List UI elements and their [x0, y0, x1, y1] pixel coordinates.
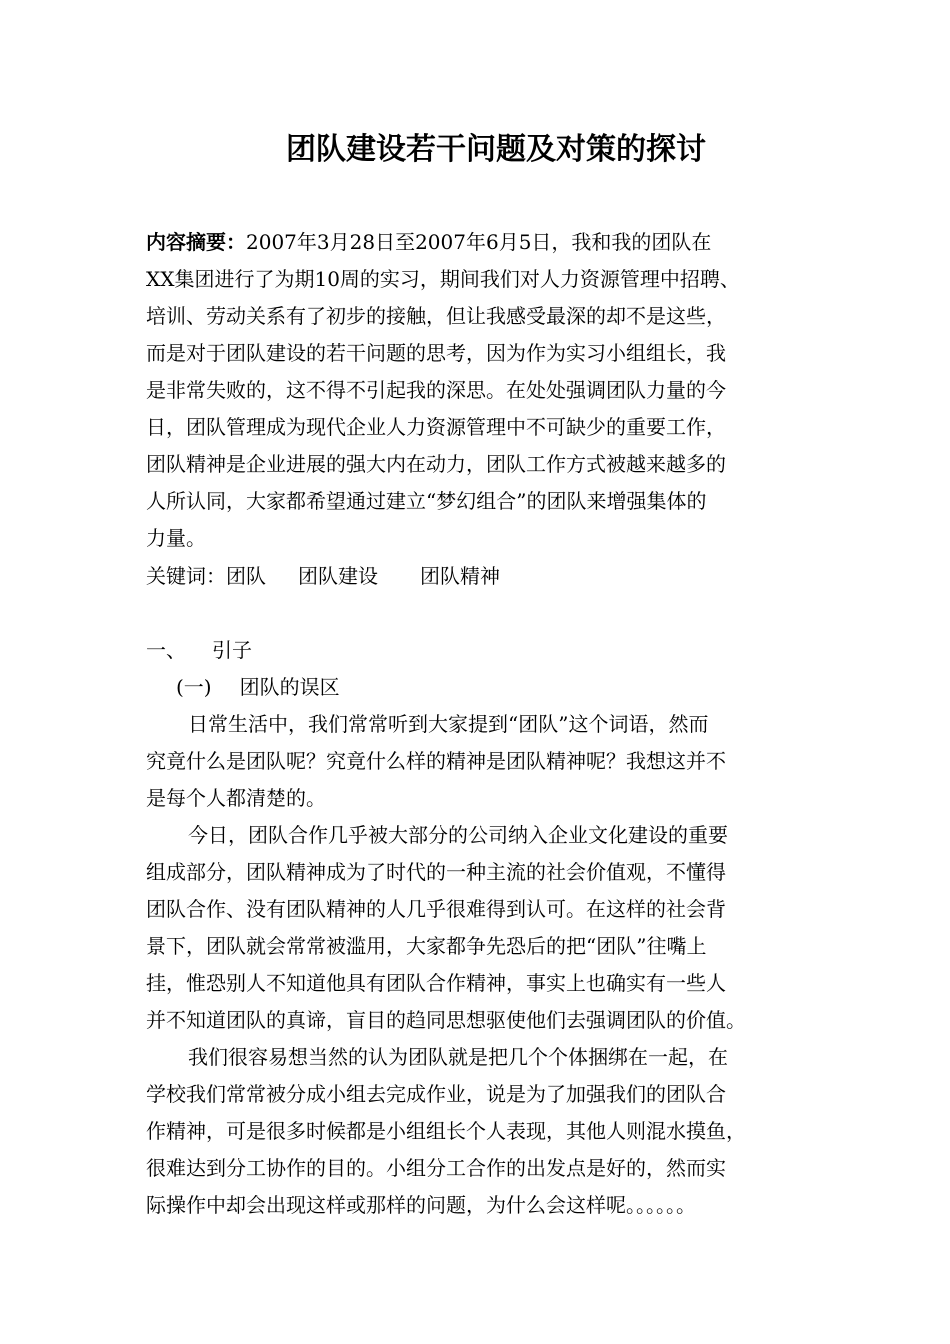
abstract-line-6: 日，团队管理成为现代企业人力资源管理中不可缺少的重要工作， — [146, 415, 726, 439]
paragraph-3-line-5: 际操作中却会出现这样或那样的问题，为什么会这样呢。。。。。。 — [146, 1193, 696, 1217]
keyword-3: 团队精神 — [420, 564, 500, 588]
section-heading — [146, 636, 252, 664]
abstract-line-8: 人所认同，大家都希望通过建立“梦幻组合”的团队来增强集体的 — [146, 489, 707, 513]
paragraph-3-line-4: 很难达到分工协作的目的。小组分工合作的出发点是好的，然而实 — [146, 1156, 726, 1180]
paragraph-3-line-2: 学校我们常常被分成小组去完成作业，说是为了加强我们的团队合 — [146, 1082, 726, 1106]
subsection-title: 团队的误区 — [239, 675, 340, 699]
paragraph-2-line-3: 团队合作、没有团队精神的人几乎很难得到认可。在这样的社会背 — [146, 897, 726, 921]
paragraph-1-line-2: 究竟什么是团队呢？究竟什么样的精神是团队精神呢？我想这并不 — [146, 749, 726, 773]
paragraph-2-line-1: 今日，团队合作几乎被大部分的公司纳入企业文化建设的重要 — [188, 823, 728, 847]
abstract-line-4: 而是对于团队建设的若干问题的思考，因为作为实习小组组长，我 — [146, 341, 726, 365]
keywords-line — [146, 562, 500, 590]
keyword-1: 团队 — [226, 564, 266, 588]
paragraph-2-line-6: 并不知道团队的真谛，盲目的趋同思想驱使他们去强调团队的价值。 — [146, 1008, 746, 1032]
subsection-number: (一) — [176, 675, 212, 699]
paragraph-1-line-3: 是每个人都清楚的。 — [146, 786, 326, 810]
abstract-line-5: 是非常失败的，这不得不引起我的深思。在处处强调团队力量的今 — [146, 378, 726, 402]
section-number: 一、 — [146, 638, 186, 662]
abstract-label: 内容摘要： — [146, 230, 246, 254]
subsection-heading — [176, 673, 340, 701]
paragraph-2-line-2: 组成部分，团队精神成为了时代的一种主流的社会价值观，不懂得 — [146, 860, 726, 884]
abstract-text: 2007年3月28日至2007年6月5日，我和我的团队在 — [246, 230, 712, 254]
keywords-label: 关键词： — [146, 564, 226, 588]
paragraph-3-line-1: 我们很容易想当然的认为团队就是把几个个体捆绑在一起，在 — [188, 1045, 728, 1069]
abstract-line-7: 团队精神是企业进展的强大内在动力，团队工作方式被越来越多的 — [146, 452, 726, 476]
section-title: 引子 — [212, 638, 252, 662]
paragraph-2-line-5: 挂，惟恐别人不知道他具有团队合作精神，事实上也确实有一些人 — [146, 971, 726, 995]
abstract-line-1 — [146, 228, 711, 256]
abstract-line-9: 力量。 — [146, 526, 206, 550]
paragraph-2-line-4: 景下，团队就会常常被滥用，大家都争先恐后的把“团队”往嘴上 — [146, 934, 707, 958]
paragraph-1-line-1: 日常生活中，我们常常听到大家提到“团队”这个词语，然而 — [188, 712, 709, 736]
abstract-line-2: XX集团进行了为期10周的实习，期间我们对人力资源管理中招聘、 — [146, 267, 740, 291]
abstract-line-3: 培训、劳动关系有了初步的接触，但让我感受最深的却不是这些， — [146, 304, 726, 328]
keyword-2: 团队建设 — [298, 564, 378, 588]
paragraph-3-line-3: 作精神，可是很多时候都是小组组长个人表现，其他人则混水摸鱼， — [146, 1119, 746, 1143]
document-title: 团队建设若干问题及对策的探讨 — [286, 132, 706, 167]
